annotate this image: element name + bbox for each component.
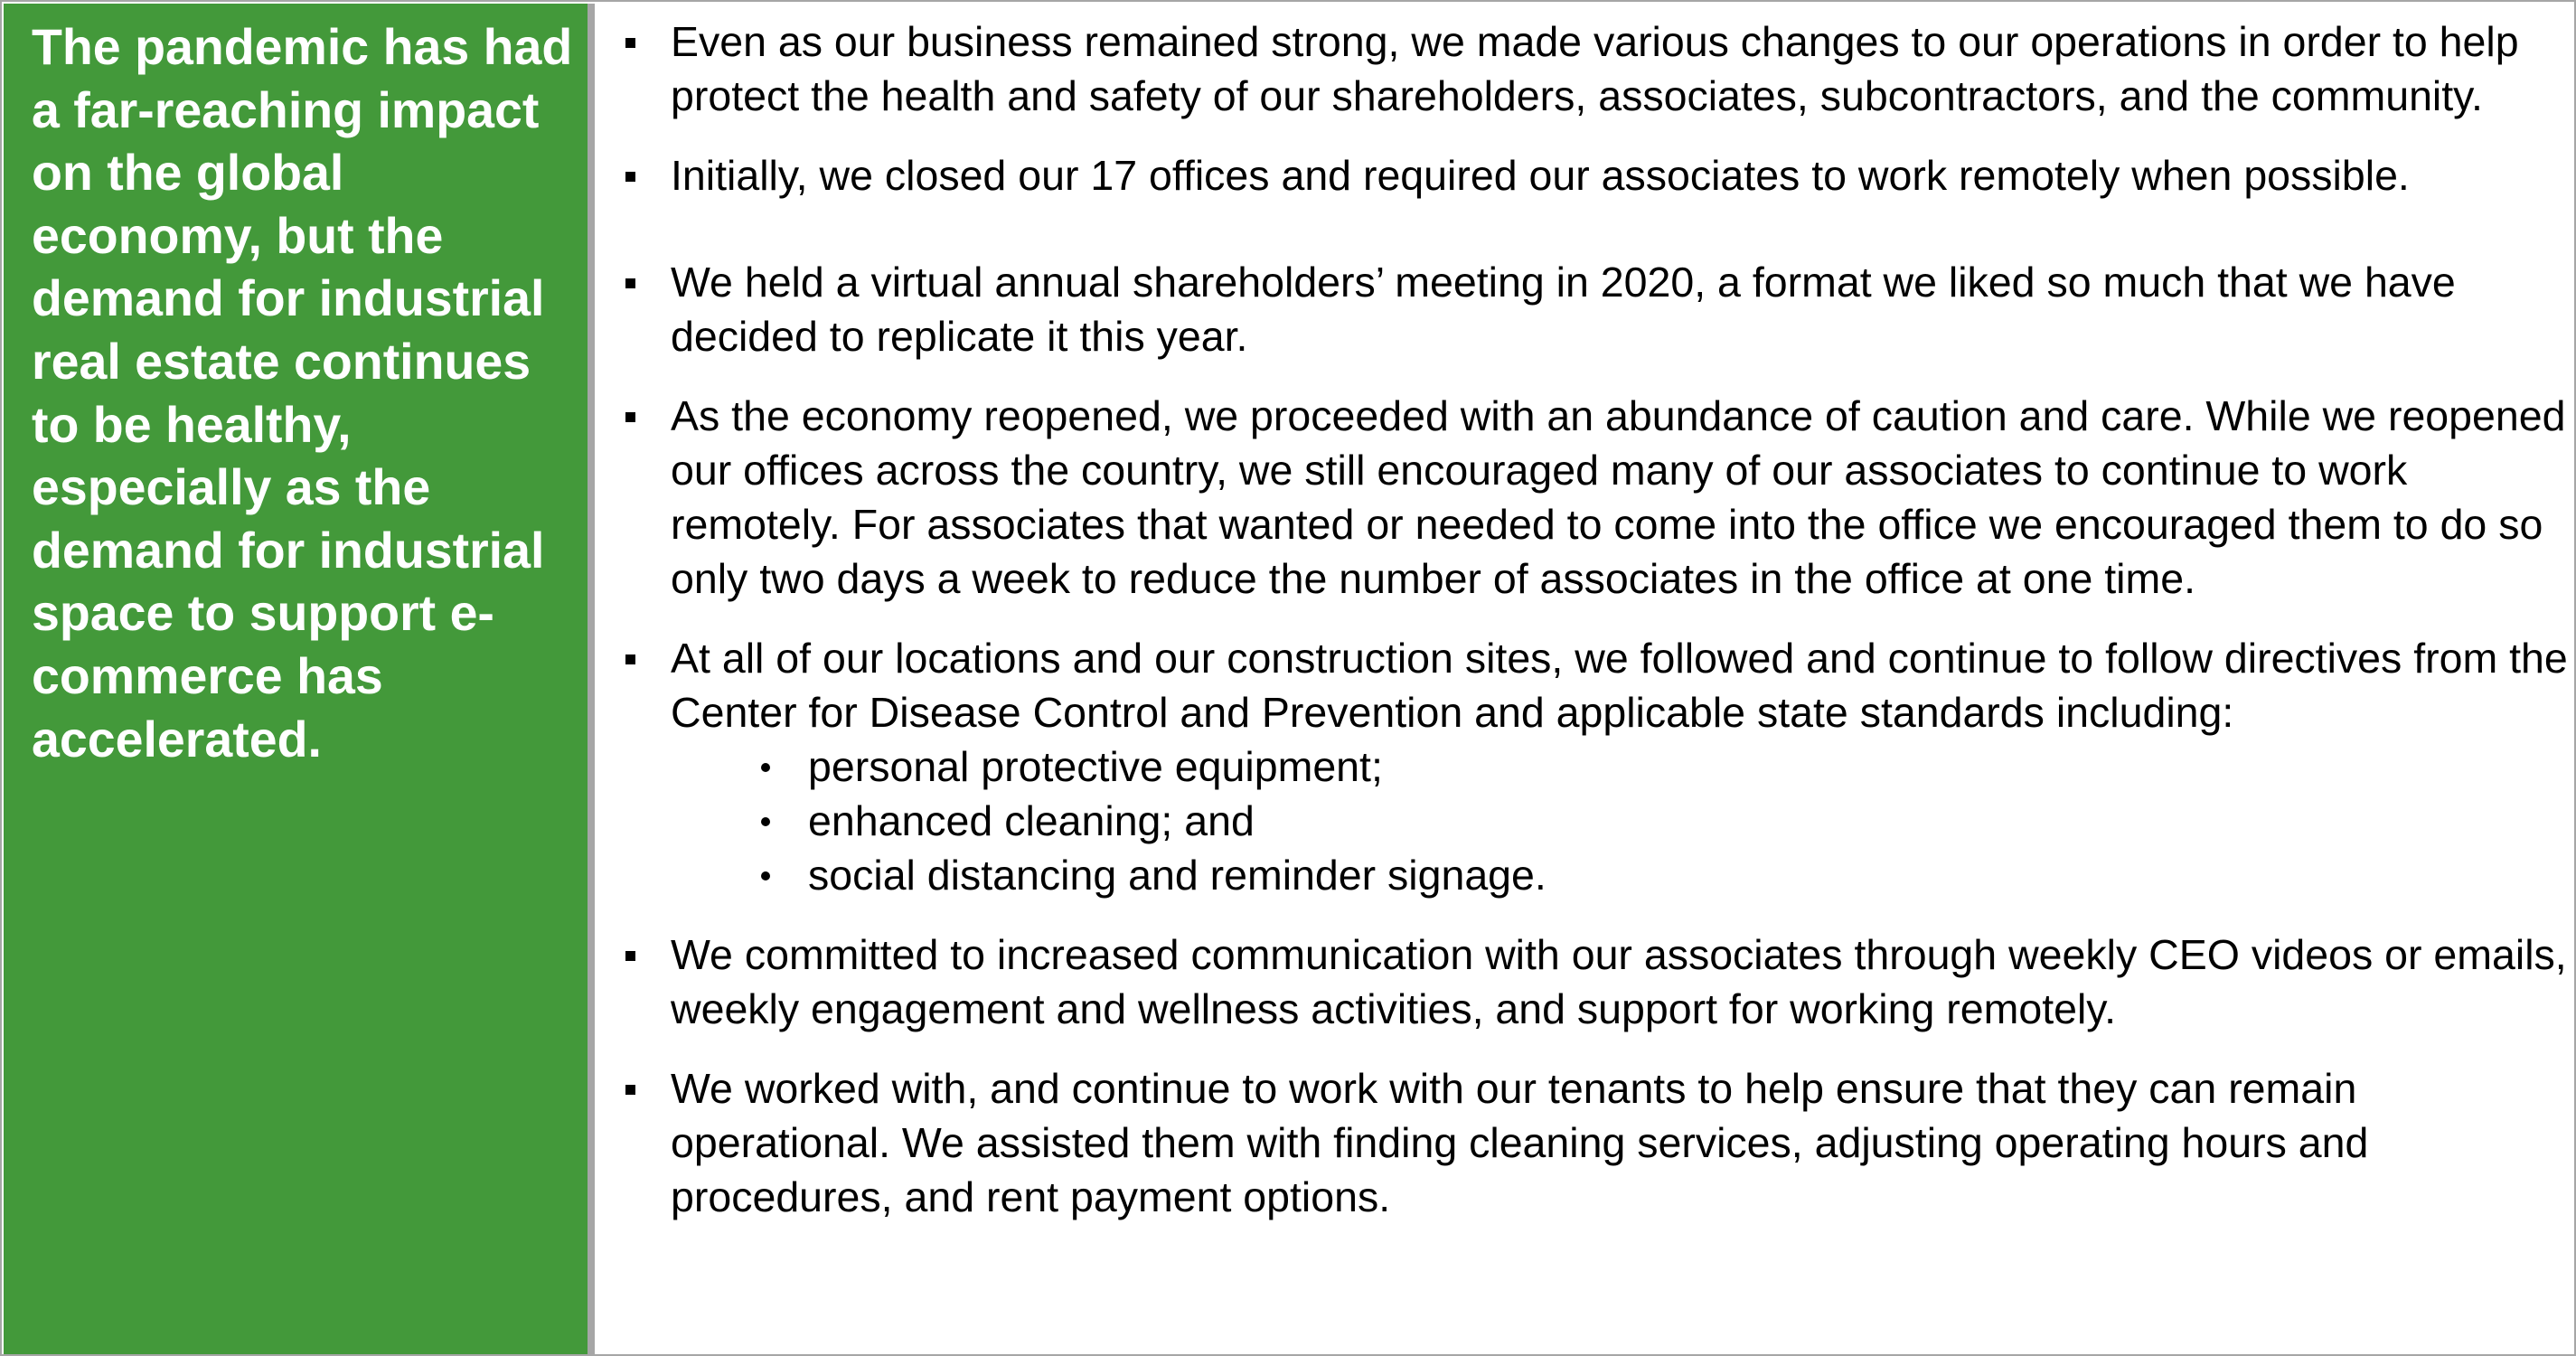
sub-bullet-item bbox=[761, 848, 2569, 902]
bullet-text: Even as our business remained strong, we made various changes to our operations in order to help protect the health and safety of our shareholders, associates, subcontractors, and the community. bbox=[671, 18, 2519, 119]
square-bullet-icon bbox=[625, 654, 635, 664]
bullet-text: Initially, we closed our 17 offices and required our associates to work remotely when possible. bbox=[671, 152, 2410, 199]
summary-headline: The pandemic has had a far-reaching impact on the global economy, but the demand for industrial real estate continues to be healthy, especially as the demand for industrial space to support e-commerce has accelerated. bbox=[32, 19, 573, 767]
sub-bullet-item bbox=[761, 739, 2569, 794]
square-bullet-icon bbox=[625, 1085, 635, 1095]
bullet-item bbox=[625, 389, 2569, 606]
bullet-item bbox=[625, 1061, 2569, 1224]
square-bullet-icon bbox=[625, 412, 635, 422]
sub-bullet-item bbox=[761, 794, 2569, 848]
bullet-item bbox=[625, 631, 2569, 902]
sub-bullet-text: enhanced cleaning; and bbox=[808, 797, 1255, 844]
square-bullet-icon bbox=[625, 172, 635, 182]
square-bullet-icon bbox=[625, 38, 635, 48]
round-bullet-icon bbox=[761, 817, 770, 826]
bullet-text: We held a virtual annual shareholders’ meeting in 2020, a format we liked so much that we have decided to replicate it this year. bbox=[671, 259, 2456, 360]
details-panel bbox=[625, 14, 2569, 1249]
bullet-text: As the economy reopened, we proceeded with an abundance of caution and care. While we reopened our offices across the country, we still encouraged many of our associates to continue to work remotely. For associates that wanted or needed to come into the office we encouraged them to do so only two days a week to reduce the number of associates in the office at one time. bbox=[671, 392, 2566, 602]
bullet-item bbox=[625, 928, 2569, 1036]
bullet-text: We committed to increased communication with our associates through weekly CEO videos or emails, weekly engagement and wellness activities, and support for working remotely. bbox=[671, 931, 2567, 1032]
summary-panel bbox=[4, 4, 595, 1354]
bullet-item bbox=[625, 148, 2569, 202]
square-bullet-icon bbox=[625, 278, 635, 288]
square-bullet-icon bbox=[625, 951, 635, 961]
bullet-list bbox=[625, 14, 2569, 1224]
bullet-item bbox=[625, 255, 2569, 363]
bullet-text: We worked with, and continue to work with our tenants to help ensure that they can remain operational. We assisted them with finding cleaning services, adjusting operating hours and procedures, and rent payment options. bbox=[671, 1065, 2369, 1220]
sub-bullet-list bbox=[671, 739, 2569, 902]
round-bullet-icon bbox=[761, 763, 770, 772]
bullet-item bbox=[625, 14, 2569, 123]
sub-bullet-text: personal protective equipment; bbox=[808, 743, 1383, 790]
round-bullet-icon bbox=[761, 871, 770, 880]
bullet-text: At all of our locations and our construction sites, we followed and continue to follow directives from the Center for Disease Control and Prevention and applicable state standards including: bbox=[671, 635, 2568, 736]
sub-bullet-text: social distancing and reminder signage. bbox=[808, 852, 1547, 899]
